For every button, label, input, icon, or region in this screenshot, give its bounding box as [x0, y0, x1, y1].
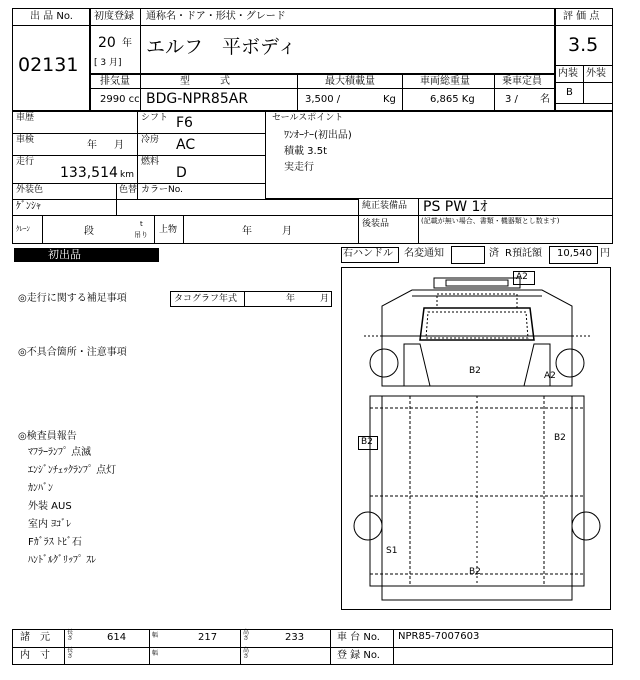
damage-mark-rear: B2 — [469, 567, 481, 577]
aftermarket-label: 後装品 — [362, 219, 390, 229]
inner-dimensions-label: 内 寸 — [20, 650, 50, 661]
divider — [12, 25, 90, 26]
damage-mark-rear-left: S1 — [386, 546, 398, 556]
inspector-line: ﾏﾌﾗｰﾗﾝﾌﾟ 点滅 — [28, 447, 92, 458]
damage-mark-top: A2 — [516, 272, 528, 282]
mileage-label: 走行 — [16, 157, 35, 167]
shift-value: F6 — [176, 115, 193, 131]
upper-year: 年 — [242, 226, 252, 237]
height-value: 233 — [285, 632, 305, 643]
inspection-month: 月 — [114, 140, 124, 151]
crane-ton: t — [140, 220, 143, 228]
first-listing-badge: 初出品 — [14, 248, 159, 262]
inner-height-label: 高さ — [243, 647, 250, 660]
upper-month: 月 — [282, 226, 292, 237]
crane-stage: 段 — [84, 226, 94, 237]
dimensions-label: 諸 元 — [20, 632, 50, 643]
exterior-label: 外装 — [586, 68, 606, 79]
width-value: 217 — [198, 632, 218, 643]
divider — [149, 629, 150, 665]
reg-year: 20 — [98, 35, 116, 51]
inspector-line: 室内 ﾖｺﾞﾚ — [28, 519, 72, 530]
color-code-label: カラーNo. — [141, 185, 183, 195]
mileage-unit: km — [120, 170, 134, 180]
divider — [393, 629, 394, 665]
gvw-label: 車両総重量 — [420, 76, 470, 87]
model-value: BDG-NPR85AR — [146, 91, 249, 107]
interior-grade: B — [566, 87, 573, 98]
sales-point-line: 積載 3.5t — [284, 146, 328, 157]
interior-label: 内装 — [558, 68, 578, 79]
divider — [90, 88, 555, 89]
color-value: ｹﾞﾝｼｬ — [16, 201, 41, 212]
recycle-label: R預託額 — [505, 248, 542, 259]
damage-diagram — [341, 267, 611, 610]
divider — [555, 65, 613, 66]
divider — [42, 215, 43, 244]
genuine-equipment-value: PS PW 1ｵ — [423, 199, 488, 215]
car-name: エルフ 平ボディ — [146, 36, 297, 58]
inspector-line: ｴﾝｼﾞﾝﾁｪｯｸﾗﾝﾌﾟ 点灯 — [28, 465, 117, 476]
width-label: 幅 — [152, 632, 159, 639]
max-load-value: 3,500 / — [305, 94, 341, 105]
reg-year-unit: 年 — [122, 38, 132, 49]
divider — [64, 629, 65, 665]
divider — [555, 25, 613, 26]
ac-value: AC — [176, 137, 196, 153]
gvw-value: 6,865 Kg — [430, 94, 475, 105]
score-value: 3.5 — [568, 34, 599, 56]
capacity-label: 乗車定員 — [502, 76, 542, 87]
max-load-unit: Kg — [383, 94, 396, 105]
history-label: 車歴 — [16, 113, 35, 123]
ac-label: 冷房 — [141, 135, 160, 145]
divider — [12, 199, 358, 200]
reg-month: [ 3 月] — [94, 58, 122, 68]
divider — [116, 183, 117, 215]
tachograph-label: タコグラフ年式 — [174, 294, 238, 304]
tachograph-year: 年 — [286, 294, 296, 304]
displacement-label: 排気量 — [100, 76, 130, 87]
divider — [244, 291, 245, 307]
divider — [240, 629, 241, 665]
shift-label: シフト — [141, 113, 169, 123]
length-value: 614 — [107, 632, 127, 643]
sales-point-line: ﾜﾝｵｰﾅｰ(初出品) — [284, 130, 352, 141]
inspector-line: Fｶﾞﾗｽ ﾄﾋﾞ石 — [28, 537, 82, 548]
damage-mark-front-right: A2 — [544, 371, 556, 381]
length-label: 長さ — [67, 629, 74, 642]
sales-points-label: セールスポイント — [272, 113, 344, 123]
inspection-label: 車検 — [16, 135, 35, 145]
divider — [90, 25, 555, 26]
capacity-unit: 名 — [540, 94, 550, 105]
name-change-box — [451, 246, 485, 264]
recycle-status: 済 — [489, 248, 499, 259]
max-load-label: 最大積載量 — [325, 76, 375, 87]
divider — [358, 199, 359, 244]
lot-number: 02131 — [18, 54, 79, 76]
truck-outline — [342, 268, 611, 610]
color-change-label: 色替 — [119, 185, 138, 195]
color-label: 外装色 — [16, 185, 44, 195]
upper-body-label: 上物 — [159, 225, 178, 235]
defects-label: ◎不具合箇所・注意事項 — [18, 347, 127, 358]
divider — [494, 74, 495, 111]
handle-value: 右ハンドル — [343, 248, 393, 259]
divider — [12, 183, 265, 184]
chassis-value: NPR85-7007603 — [398, 631, 480, 642]
genuine-equipment-label: 純正装備品 — [362, 201, 408, 211]
aftermarket-note: (記載が無い場合、書類・機器類とし数ます) — [421, 217, 560, 225]
car-name-label: 通称名・ドア・形状・グレード — [146, 11, 286, 22]
divider — [12, 647, 613, 648]
tachograph-month: 月 — [320, 294, 330, 304]
height-label: 高さ — [243, 629, 250, 642]
divider — [402, 74, 403, 111]
model-label: 型 式 — [180, 76, 230, 87]
divider — [418, 199, 419, 244]
chassis-label: 車 台 No. — [337, 632, 380, 643]
inner-length-label: 長さ — [67, 647, 74, 660]
inner-width-label: 幅 — [152, 650, 159, 657]
fuel-value: D — [176, 165, 187, 181]
inspector-line: ｶﾝﾊﾞﾝ — [28, 483, 53, 494]
divider — [297, 74, 298, 111]
inspector-report-label: ◎検査員報告 — [18, 431, 77, 442]
inspector-line: ﾊﾝﾄﾞﾙｸﾞﾘｯﾌﾟ ｽﾚ — [28, 555, 97, 566]
damage-mark-cab: B2 — [469, 366, 481, 376]
mileage-value: 133,514 — [60, 165, 118, 181]
driving-notes-label: ◎走行に関する補足事項 — [18, 293, 127, 304]
divider — [555, 82, 613, 83]
lot-label: 出 品 No. — [30, 11, 73, 22]
inspection-year: 年 — [87, 140, 97, 151]
score-label: 評 価 点 — [563, 11, 600, 22]
damage-mark-left: B2 — [361, 437, 373, 447]
displacement-value: 2990 cc — [100, 94, 140, 105]
divider — [330, 629, 331, 665]
divider — [183, 215, 184, 244]
divider — [154, 215, 155, 244]
registration-label: 登 録 No. — [337, 650, 380, 661]
sales-point-line: 実走行 — [284, 162, 314, 173]
crane-hang: 吊り — [134, 231, 148, 239]
divider — [555, 103, 613, 104]
divider — [12, 133, 265, 134]
score-box — [555, 8, 613, 111]
recycle-unit: 円 — [600, 248, 610, 259]
fuel-label: 燃料 — [141, 157, 160, 167]
crane-label: ｸﾚｰﾝ — [16, 225, 30, 233]
divider — [12, 215, 613, 216]
inspector-line: 外装 AUS — [28, 501, 72, 512]
capacity-value: 3 / — [505, 94, 518, 105]
divider — [12, 155, 265, 156]
damage-mark-right: B2 — [554, 433, 566, 443]
recycle-amount: 10,540 — [557, 248, 592, 259]
divider — [583, 65, 584, 103]
first-reg-label: 初度登録 — [94, 11, 134, 22]
name-change-label: 名変通知 — [404, 248, 444, 259]
